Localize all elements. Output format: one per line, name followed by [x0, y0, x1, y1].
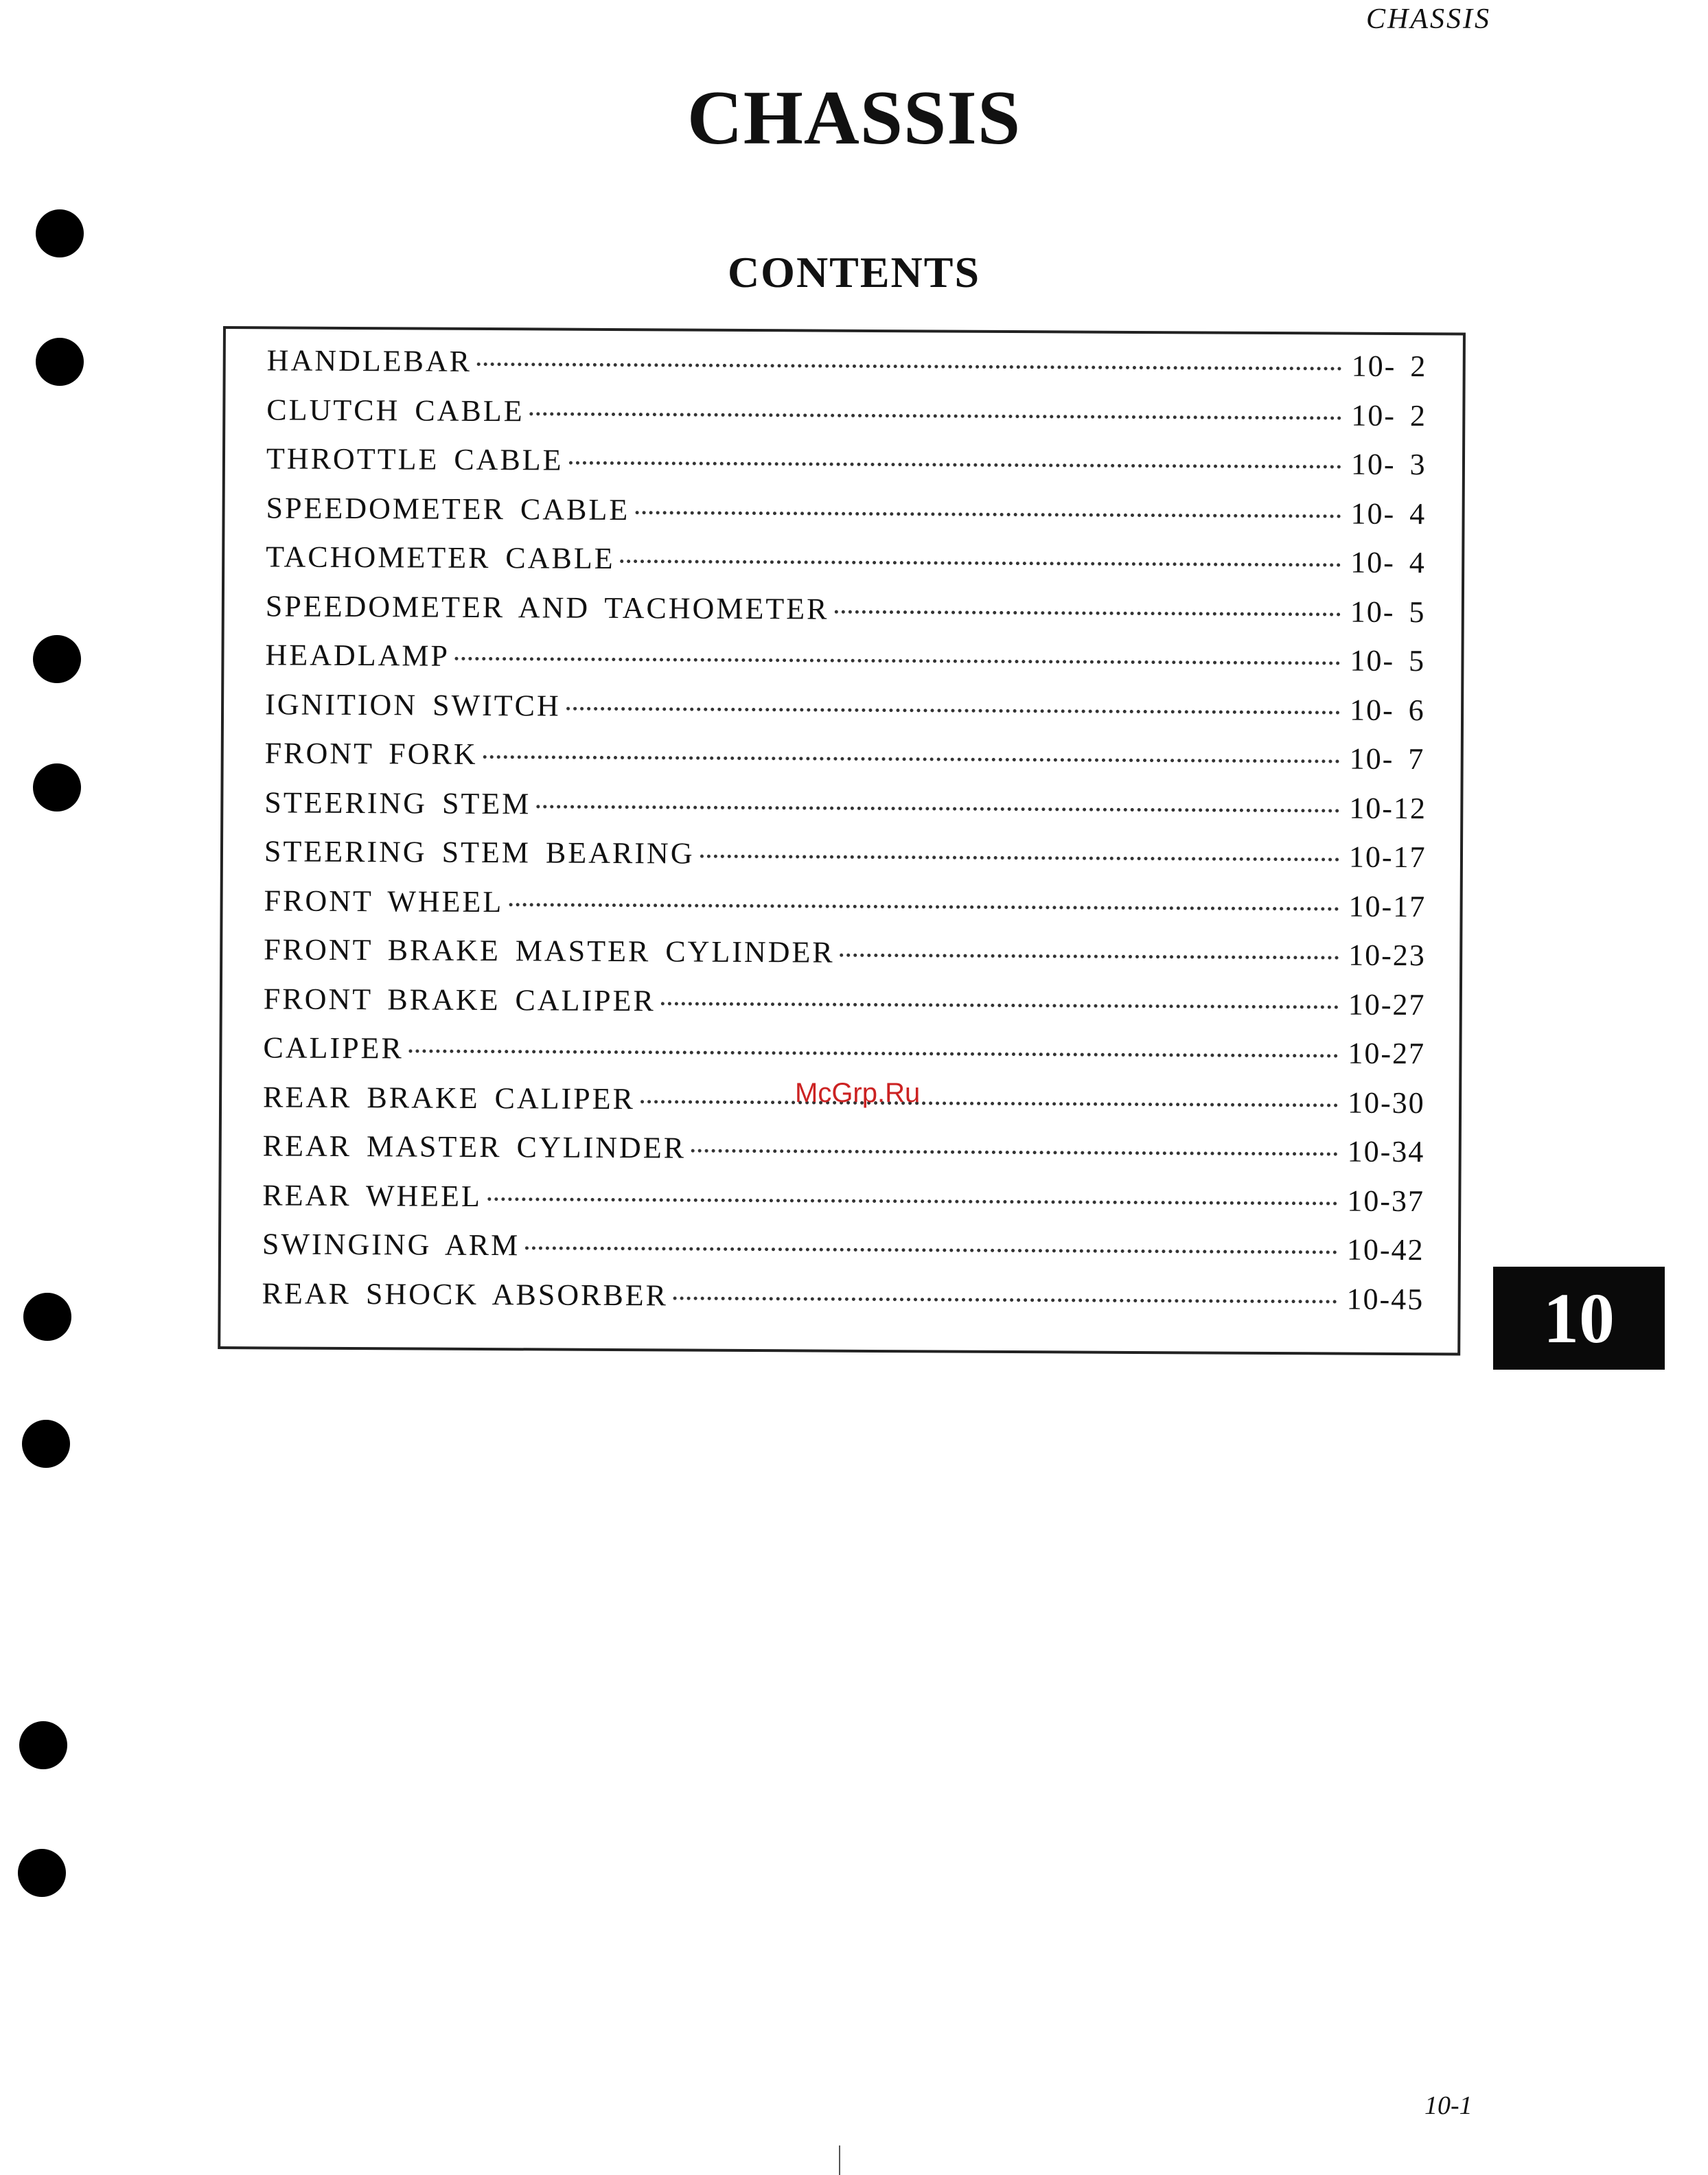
- toc-entry[interactable]: [262, 1226, 1429, 1281]
- running-header: CHASSIS: [1366, 3, 1491, 35]
- toc-entry[interactable]: [266, 392, 1433, 447]
- toc-entry-page: 10-27: [1348, 1036, 1426, 1071]
- watermark: McGrp.Ru: [795, 1078, 921, 1108]
- dot-leader: [640, 1100, 1338, 1107]
- toc-entry-page: 10-37: [1347, 1184, 1425, 1218]
- binding-mark: [839, 2145, 840, 2175]
- toc-entry[interactable]: [264, 981, 1431, 1036]
- toc-entry-page: 10- 5: [1350, 595, 1426, 629]
- toc-entry[interactable]: [265, 687, 1432, 741]
- toc-entry-title: CALIPER: [263, 1031, 404, 1066]
- dot-leader: [840, 954, 1339, 960]
- toc-entry-title: HEADLAMP: [265, 638, 450, 673]
- toc-entry[interactable]: [265, 735, 1432, 790]
- toc-entry-title: HANDLEBAR: [266, 343, 472, 378]
- punch-hole: [36, 209, 84, 257]
- table-of-contents: [218, 326, 1466, 1355]
- toc-entry-title: STEERING STEM BEARING: [264, 834, 695, 871]
- toc-entry-title: REAR SHOCK ABSORBER: [262, 1276, 669, 1312]
- toc-entry[interactable]: [264, 833, 1431, 888]
- toc-entry-page: 10- 4: [1350, 496, 1427, 531]
- punch-hole: [19, 1721, 67, 1769]
- toc-entry-page: 10- 4: [1350, 545, 1427, 580]
- toc-entry-page: 10-17: [1348, 889, 1427, 923]
- dot-leader: [455, 657, 1341, 665]
- toc-entry-page: 10-34: [1347, 1134, 1425, 1169]
- toc-entry-page: 10-42: [1346, 1232, 1424, 1267]
- toc-entry-title: TACHOMETER CABLE: [266, 540, 615, 575]
- toc-entry-page: 10-12: [1349, 791, 1427, 825]
- dot-leader: [673, 1296, 1337, 1303]
- toc-entry-title: SPEEDOMETER AND TACHOMETER: [265, 588, 829, 626]
- toc-entry-page: 10-45: [1346, 1282, 1424, 1316]
- dot-leader: [536, 805, 1339, 812]
- toc-entry[interactable]: [262, 1276, 1429, 1331]
- toc-entry[interactable]: [264, 883, 1431, 938]
- toc-entry[interactable]: [265, 637, 1432, 692]
- punch-hole: [33, 635, 81, 683]
- chapter-tab: 10: [1493, 1267, 1665, 1370]
- toc-entry-title: FRONT BRAKE CALIPER: [263, 981, 656, 1017]
- dot-leader: [477, 362, 1342, 371]
- toc-entry-page: 10-17: [1348, 840, 1427, 875]
- punch-hole: [22, 1420, 70, 1468]
- dot-leader: [530, 412, 1342, 419]
- toc-entry-page: 10- 6: [1349, 693, 1425, 727]
- punch-hole: [33, 763, 81, 812]
- toc-entry[interactable]: [266, 441, 1433, 496]
- toc-entry-title: SWINGING ARM: [262, 1227, 520, 1263]
- toc-entry-title: CLUTCH CABLE: [266, 392, 524, 428]
- toc-entry-page: 10-30: [1347, 1085, 1425, 1120]
- toc-entry-title: FRONT FORK: [264, 736, 478, 771]
- dot-leader: [487, 1197, 1338, 1205]
- dot-leader: [409, 1049, 1339, 1057]
- dot-leader: [568, 461, 1341, 469]
- toc-entry-page: 10- 7: [1349, 741, 1425, 776]
- toc-entry-page: 10- 5: [1350, 643, 1426, 678]
- toc-entry[interactable]: [263, 1030, 1430, 1085]
- toc-entry-page: 10- 2: [1351, 349, 1427, 384]
- dot-leader: [700, 855, 1339, 862]
- toc-entry[interactable]: [264, 785, 1431, 840]
- toc-entry[interactable]: [266, 490, 1433, 545]
- contents-heading: CONTENTS: [727, 248, 981, 297]
- dot-leader: [566, 706, 1340, 714]
- page-number: 10-1: [1424, 2091, 1473, 2120]
- punch-hole: [36, 338, 84, 386]
- dot-leader: [661, 1002, 1339, 1009]
- dot-leader: [509, 903, 1339, 910]
- dot-leader: [635, 511, 1341, 518]
- page-title: CHASSIS: [686, 76, 1022, 161]
- toc-entry[interactable]: [266, 343, 1433, 398]
- toc-entry-page: 10-23: [1348, 938, 1427, 973]
- toc-entry[interactable]: [266, 588, 1433, 643]
- toc-entry-page: 10-27: [1348, 987, 1426, 1022]
- dot-leader: [834, 610, 1340, 616]
- toc-entry[interactable]: [263, 1128, 1430, 1183]
- toc-entry-title: REAR WHEEL: [262, 1177, 482, 1213]
- toc-entry-page: 10- 3: [1350, 447, 1427, 482]
- toc-entry-title: THROTTLE CABLE: [266, 441, 564, 477]
- dot-leader: [621, 560, 1341, 566]
- toc-entry-title: REAR MASTER CYLINDER: [262, 1129, 686, 1165]
- punch-hole: [23, 1293, 71, 1341]
- toc-entry-title: SPEEDOMETER CABLE: [266, 490, 630, 527]
- dot-leader: [525, 1246, 1337, 1254]
- dot-leader: [483, 755, 1340, 763]
- toc-entry-title: REAR BRAKE CALIPER: [262, 1079, 636, 1116]
- toc-entry-page: 10- 2: [1351, 398, 1427, 433]
- punch-hole: [18, 1849, 66, 1897]
- toc-entry-title: FRONT WHEEL: [264, 883, 504, 919]
- toc-entry[interactable]: [262, 1177, 1429, 1232]
- toc-entry-title: FRONT BRAKE MASTER CYLINDER: [264, 932, 835, 969]
- toc-list: [262, 343, 1433, 1331]
- dot-leader: [691, 1149, 1338, 1156]
- toc-entry-title: IGNITION SWITCH: [264, 687, 561, 723]
- toc-entry[interactable]: [266, 539, 1433, 594]
- toc-entry-title: STEERING STEM: [264, 785, 531, 820]
- toc-entry[interactable]: [264, 932, 1431, 987]
